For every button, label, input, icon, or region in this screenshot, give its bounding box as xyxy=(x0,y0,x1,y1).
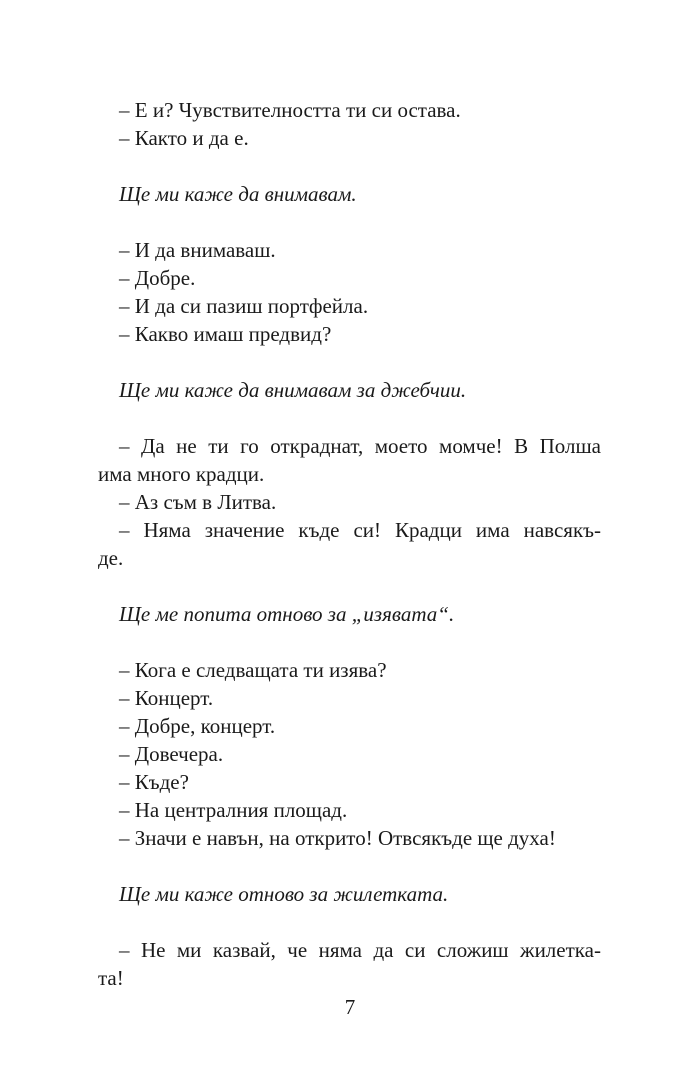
text-line: – Не ми казвай, че няма да си сложиш жилетка- xyxy=(119,938,601,962)
text-line: – И да си пазиш портфейла. xyxy=(119,294,369,318)
blank-line xyxy=(98,908,601,936)
text-line: – Довечера. xyxy=(119,742,224,766)
text-line: – На централния площад. xyxy=(119,798,348,822)
blank-line xyxy=(98,572,601,600)
blank-line xyxy=(98,208,601,236)
text-line: – Както и да е. xyxy=(119,126,249,150)
italic-line: Ще ми каже отново за жилетката. xyxy=(119,882,449,906)
italic-line: Ще ми каже да внимавам. xyxy=(119,182,357,206)
blank-line xyxy=(98,852,601,880)
text-line: – Значи е навън, на открито! Отвсякъде ще духа! xyxy=(119,826,556,850)
blank-line xyxy=(98,628,601,656)
text-line: – Е и? Чувствителността ти си остава. xyxy=(119,98,461,122)
text-line: – Аз съм в Литва. xyxy=(119,490,277,514)
text-line: – Какво имаш предвид? xyxy=(119,322,332,346)
text-line: та! xyxy=(98,966,124,990)
text-line: – Добре, концерт. xyxy=(119,714,276,738)
page-text xyxy=(98,96,601,992)
page-number: 7 xyxy=(344,995,356,1019)
italic-line: Ще ми каже да внимавам за джебчии. xyxy=(119,378,467,402)
text-line: – Да не ти го откраднат, моето момче! В Полша xyxy=(119,434,601,458)
blank-line xyxy=(98,152,601,180)
italic-line: Ще ме попита отново за „изявата“. xyxy=(119,602,455,626)
text-line: де. xyxy=(98,546,124,570)
blank-line xyxy=(98,348,601,376)
text-line: – Къде? xyxy=(119,770,189,794)
text-line: – И да внимаваш. xyxy=(119,238,276,262)
text-line: – Няма значение къде си! Крадци има навсякъ- xyxy=(119,518,601,542)
text-line: – Кога е следващата ти изява? xyxy=(119,658,387,682)
text-line: – Добре. xyxy=(119,266,196,290)
text-line: – Концерт. xyxy=(119,686,214,710)
blank-line xyxy=(98,404,601,432)
text-line: има много крадци. xyxy=(98,462,265,486)
